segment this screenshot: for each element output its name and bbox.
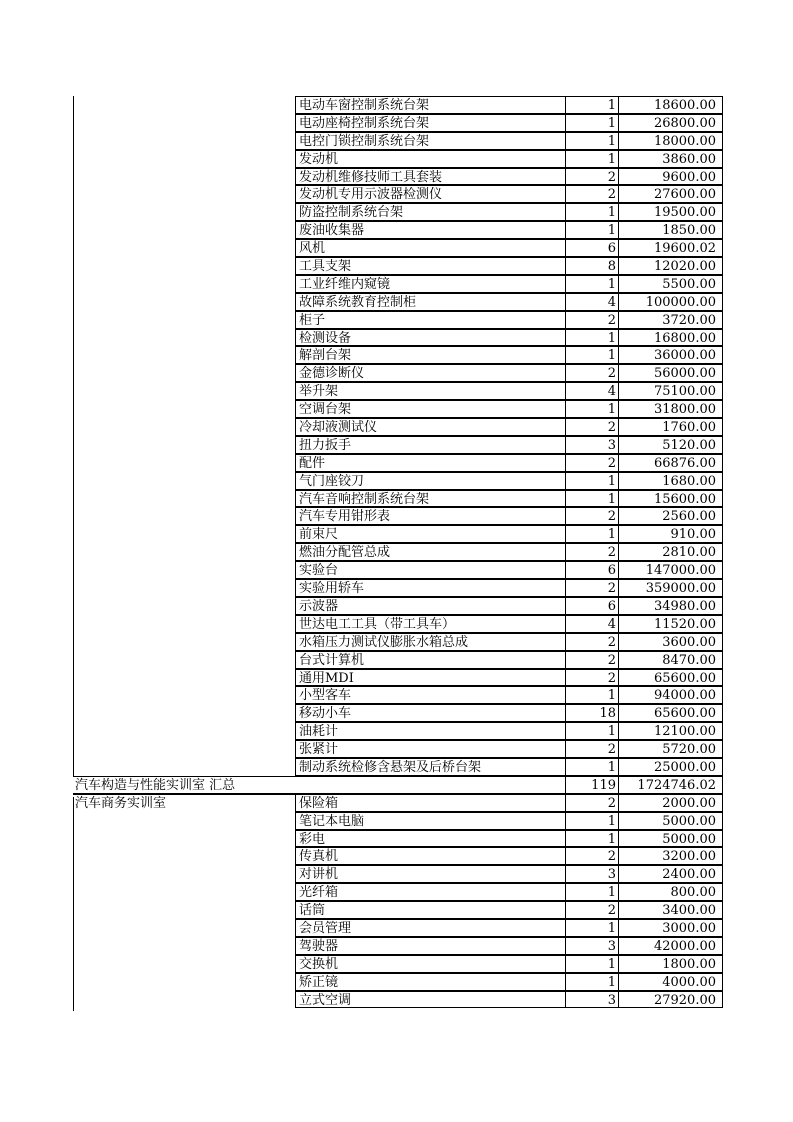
group-cell [73, 168, 295, 186]
item-amount-cell: 12100.00 [618, 722, 723, 740]
group-cell [73, 293, 295, 311]
table-row [73, 883, 723, 901]
item-name-cell: 通用MDI [295, 669, 565, 687]
group-cell [73, 579, 295, 597]
item-amount-cell: 5120.00 [618, 436, 723, 454]
group-cell [73, 919, 295, 937]
item-name-cell: 防盗控制系统台架 [295, 203, 565, 221]
item-amount-cell: 2560.00 [618, 507, 723, 525]
item-name-cell: 工业纤维内窥镜 [295, 275, 565, 293]
item-amount-cell: 3720.00 [618, 311, 723, 329]
table-row [73, 991, 723, 1009]
subtotal-amount: 1724746.02 [618, 776, 723, 794]
table-row [73, 454, 723, 472]
item-qty-cell: 2 [565, 740, 618, 758]
table-row [73, 794, 723, 812]
item-amount-cell: 5720.00 [618, 740, 723, 758]
item-qty-cell: 1 [565, 400, 618, 418]
item-amount-cell: 800.00 [618, 883, 723, 901]
table-row [73, 275, 723, 293]
item-name-cell: 立式空调 [295, 991, 565, 1009]
group-cell [73, 275, 295, 293]
group-cell [73, 758, 295, 776]
item-qty-cell: 6 [565, 239, 618, 257]
item-amount-cell: 147000.00 [618, 561, 723, 579]
item-amount-cell: 910.00 [618, 525, 723, 543]
item-amount-cell: 5500.00 [618, 275, 723, 293]
group-cell [73, 400, 295, 418]
item-amount-cell: 100000.00 [618, 293, 723, 311]
item-amount-cell: 18000.00 [618, 132, 723, 150]
item-amount-cell: 8470.00 [618, 651, 723, 669]
table-row [73, 847, 723, 865]
item-amount-cell: 36000.00 [618, 346, 723, 364]
item-qty-cell: 1 [565, 221, 618, 239]
item-name-cell: 实验台 [295, 561, 565, 579]
item-name-cell: 工具支架 [295, 257, 565, 275]
table-row [73, 651, 723, 669]
item-qty-cell: 1 [565, 812, 618, 830]
item-name-cell: 话筒 [295, 901, 565, 919]
item-name-cell: 制动系统检修含悬架及后桥台架 [295, 758, 565, 776]
table-row [73, 472, 723, 490]
table-row [73, 168, 723, 186]
table-row [73, 830, 723, 848]
group-cell [73, 490, 295, 508]
item-name-cell: 油耗计 [295, 722, 565, 740]
table-row [73, 758, 723, 776]
table-row [73, 865, 723, 883]
item-amount-cell: 65600.00 [618, 669, 723, 687]
item-amount-cell: 3600.00 [618, 633, 723, 651]
item-name-cell: 电动车窗控制系统台架 [295, 96, 565, 114]
item-name-cell: 驾驶器 [295, 937, 565, 955]
item-name-cell: 燃油分配管总成 [295, 543, 565, 561]
item-qty-cell: 3 [565, 937, 618, 955]
item-qty-cell: 18 [565, 704, 618, 722]
item-name-cell: 举升架 [295, 382, 565, 400]
group-cell [73, 543, 295, 561]
item-name-cell: 冷却液测试仪 [295, 418, 565, 436]
item-qty-cell: 1 [565, 525, 618, 543]
item-amount-cell: 65600.00 [618, 704, 723, 722]
table-row [73, 669, 723, 687]
group-cell [73, 203, 295, 221]
table-row [73, 132, 723, 150]
item-amount-cell: 3860.00 [618, 150, 723, 168]
item-name-cell: 示波器 [295, 597, 565, 615]
item-name-cell: 移动小车 [295, 704, 565, 722]
item-qty-cell: 1 [565, 203, 618, 221]
item-name-cell: 保险箱 [295, 794, 565, 812]
item-amount-cell: 19500.00 [618, 203, 723, 221]
item-amount-cell: 2000.00 [618, 794, 723, 812]
group-cell [73, 865, 295, 883]
table-row [73, 579, 723, 597]
table-row [73, 633, 723, 651]
item-qty-cell: 2 [565, 185, 618, 203]
item-amount-cell: 3200.00 [618, 847, 723, 865]
group-cell [73, 686, 295, 704]
item-amount-cell: 359000.00 [618, 579, 723, 597]
table-row [73, 203, 723, 221]
item-name-cell: 废油收集器 [295, 221, 565, 239]
group-cell [73, 364, 295, 382]
group-cell [73, 597, 295, 615]
item-qty-cell: 2 [565, 364, 618, 382]
table-row [73, 293, 723, 311]
table-row [73, 490, 723, 508]
item-name-cell: 发动机 [295, 150, 565, 168]
item-name-cell: 汽车专用钳形表 [295, 507, 565, 525]
group-cell [73, 973, 295, 991]
group-cell [73, 382, 295, 400]
table-row [73, 185, 723, 203]
item-name-cell: 汽车音响控制系统台架 [295, 490, 565, 508]
item-amount-cell: 27920.00 [618, 991, 723, 1009]
item-amount-cell: 19600.02 [618, 239, 723, 257]
item-name-cell: 对讲机 [295, 865, 565, 883]
item-amount-cell: 31800.00 [618, 400, 723, 418]
group-cell [73, 114, 295, 132]
table-row [73, 114, 723, 132]
item-qty-cell: 6 [565, 597, 618, 615]
group-cell [73, 185, 295, 203]
item-qty-cell: 1 [565, 883, 618, 901]
table-row [73, 364, 723, 382]
item-name-cell: 检测设备 [295, 329, 565, 347]
item-qty-cell: 2 [565, 507, 618, 525]
item-qty-cell: 2 [565, 454, 618, 472]
item-name-cell: 光纤箱 [295, 883, 565, 901]
equipment-table [73, 96, 723, 1008]
item-qty-cell: 1 [565, 472, 618, 490]
table-row [73, 346, 723, 364]
table-row [73, 937, 723, 955]
table-row [73, 597, 723, 615]
item-qty-cell: 1 [565, 686, 618, 704]
table-row [73, 722, 723, 740]
item-qty-cell: 1 [565, 150, 618, 168]
subtotal-row [73, 776, 723, 794]
item-amount-cell: 3400.00 [618, 901, 723, 919]
item-qty-cell: 2 [565, 847, 618, 865]
item-amount-cell: 11520.00 [618, 615, 723, 633]
item-qty-cell: 1 [565, 830, 618, 848]
item-amount-cell: 5000.00 [618, 812, 723, 830]
item-qty-cell: 4 [565, 615, 618, 633]
group-cell [73, 525, 295, 543]
group-cell [73, 329, 295, 347]
item-name-cell: 发动机专用示波器检测仪 [295, 185, 565, 203]
group-cell [73, 633, 295, 651]
table-row [73, 239, 723, 257]
item-amount-cell: 1680.00 [618, 472, 723, 490]
group-cell [73, 311, 295, 329]
table-row [73, 686, 723, 704]
item-amount-cell: 56000.00 [618, 364, 723, 382]
group-cell [73, 96, 295, 114]
table-row [73, 329, 723, 347]
item-name-cell: 空调台架 [295, 400, 565, 418]
item-qty-cell: 2 [565, 579, 618, 597]
item-amount-cell: 34980.00 [618, 597, 723, 615]
group-cell [73, 507, 295, 525]
table-row [73, 543, 723, 561]
group-cell [73, 669, 295, 687]
group-cell [73, 150, 295, 168]
group-cell [73, 651, 295, 669]
item-name-cell: 故障系统教育控制柜 [295, 293, 565, 311]
item-amount-cell: 75100.00 [618, 382, 723, 400]
table-row [73, 96, 723, 114]
group-cell [73, 901, 295, 919]
item-name-cell: 世达电工工具（带工具车） [295, 615, 565, 633]
item-qty-cell: 4 [565, 293, 618, 311]
item-amount-cell: 15600.00 [618, 490, 723, 508]
group-cell [73, 847, 295, 865]
item-name-cell: 传真机 [295, 847, 565, 865]
item-name-cell: 前束尺 [295, 525, 565, 543]
item-qty-cell: 1 [565, 722, 618, 740]
item-qty-cell: 2 [565, 418, 618, 436]
item-amount-cell: 16800.00 [618, 329, 723, 347]
item-amount-cell: 2400.00 [618, 865, 723, 883]
item-qty-cell: 3 [565, 991, 618, 1009]
item-name-cell: 金德诊断仪 [295, 364, 565, 382]
item-qty-cell: 6 [565, 561, 618, 579]
group-cell [73, 830, 295, 848]
item-amount-cell: 5000.00 [618, 830, 723, 848]
item-amount-cell: 4000.00 [618, 973, 723, 991]
group-cell [73, 132, 295, 150]
item-name-cell: 气门座铰刀 [295, 472, 565, 490]
group-cell [73, 722, 295, 740]
group-cell [73, 740, 295, 758]
table-row [73, 311, 723, 329]
group-cell [73, 615, 295, 633]
item-name-cell: 解剖台架 [295, 346, 565, 364]
item-name-cell: 配件 [295, 454, 565, 472]
item-name-cell: 电动座椅控制系统台架 [295, 114, 565, 132]
item-amount-cell: 25000.00 [618, 758, 723, 776]
table-row [73, 740, 723, 758]
item-name-cell: 张紧计 [295, 740, 565, 758]
group-cell [73, 704, 295, 722]
group-cell [73, 937, 295, 955]
group-cell [73, 221, 295, 239]
item-qty-cell: 3 [565, 865, 618, 883]
item-name-cell: 矫正镜 [295, 973, 565, 991]
table-row [73, 919, 723, 937]
item-amount-cell: 2810.00 [618, 543, 723, 561]
item-qty-cell: 1 [565, 114, 618, 132]
item-qty-cell: 8 [565, 257, 618, 275]
table-row [73, 901, 723, 919]
item-amount-cell: 26800.00 [618, 114, 723, 132]
item-qty-cell: 1 [565, 490, 618, 508]
item-qty-cell: 1 [565, 96, 618, 114]
table-row [73, 561, 723, 579]
item-qty-cell: 3 [565, 436, 618, 454]
table-row [73, 973, 723, 991]
item-name-cell: 发动机维修技师工具套装 [295, 168, 565, 186]
group-cell [73, 812, 295, 830]
item-amount-cell: 9600.00 [618, 168, 723, 186]
table-row [73, 436, 723, 454]
group-cell [73, 239, 295, 257]
item-amount-cell: 3000.00 [618, 919, 723, 937]
item-amount-cell: 94000.00 [618, 686, 723, 704]
item-amount-cell: 1850.00 [618, 221, 723, 239]
table-row [73, 382, 723, 400]
table-row [73, 418, 723, 436]
item-name-cell: 柜子 [295, 311, 565, 329]
group-cell: 汽车商务实训室 [73, 794, 295, 812]
table-row [73, 150, 723, 168]
item-qty-cell: 2 [565, 794, 618, 812]
table-row [73, 525, 723, 543]
table-row [73, 704, 723, 722]
group-cell [73, 991, 295, 1009]
table-row [73, 812, 723, 830]
item-amount-cell: 18600.00 [618, 96, 723, 114]
item-qty-cell: 2 [565, 669, 618, 687]
table-row [73, 507, 723, 525]
item-qty-cell: 4 [565, 382, 618, 400]
group-cell [73, 561, 295, 579]
table-row [73, 221, 723, 239]
item-qty-cell: 1 [565, 275, 618, 293]
item-name-cell: 风机 [295, 239, 565, 257]
item-name-cell: 交换机 [295, 955, 565, 973]
item-name-cell: 水箱压力测试仪膨胀水箱总成 [295, 633, 565, 651]
item-name-cell: 彩电 [295, 830, 565, 848]
item-amount-cell: 66876.00 [618, 454, 723, 472]
item-amount-cell: 12020.00 [618, 257, 723, 275]
item-amount-cell: 1800.00 [618, 955, 723, 973]
item-qty-cell: 1 [565, 329, 618, 347]
table-row [73, 400, 723, 418]
item-name-cell: 实验用轿车 [295, 579, 565, 597]
subtotal-label: 汽车构造与性能实训室 汇总 [73, 776, 565, 794]
item-qty-cell: 2 [565, 651, 618, 669]
item-qty-cell: 1 [565, 758, 618, 776]
item-name-cell: 扭力扳手 [295, 436, 565, 454]
item-amount-cell: 1760.00 [618, 418, 723, 436]
item-name-cell: 笔记本电脑 [295, 812, 565, 830]
group-cell [73, 454, 295, 472]
item-qty-cell: 1 [565, 973, 618, 991]
table-row [73, 615, 723, 633]
group-cell [73, 955, 295, 973]
item-name-cell: 台式计算机 [295, 651, 565, 669]
item-qty-cell: 2 [565, 543, 618, 561]
item-qty-cell: 1 [565, 346, 618, 364]
table-row [73, 257, 723, 275]
group-cell [73, 257, 295, 275]
item-name-cell: 电控门锁控制系统台架 [295, 132, 565, 150]
subtotal-qty: 119 [565, 776, 618, 794]
item-qty-cell: 2 [565, 168, 618, 186]
item-amount-cell: 42000.00 [618, 937, 723, 955]
item-qty-cell: 1 [565, 919, 618, 937]
item-name-cell: 会员管理 [295, 919, 565, 937]
group-cell [73, 883, 295, 901]
item-amount-cell: 27600.00 [618, 185, 723, 203]
item-qty-cell: 2 [565, 633, 618, 651]
item-qty-cell: 2 [565, 311, 618, 329]
item-qty-cell: 1 [565, 955, 618, 973]
group-cell [73, 418, 295, 436]
table-row [73, 955, 723, 973]
group-cell [73, 436, 295, 454]
group-cell [73, 472, 295, 490]
item-qty-cell: 2 [565, 901, 618, 919]
item-qty-cell: 1 [565, 132, 618, 150]
item-name-cell: 小型客车 [295, 686, 565, 704]
group-cell [73, 346, 295, 364]
